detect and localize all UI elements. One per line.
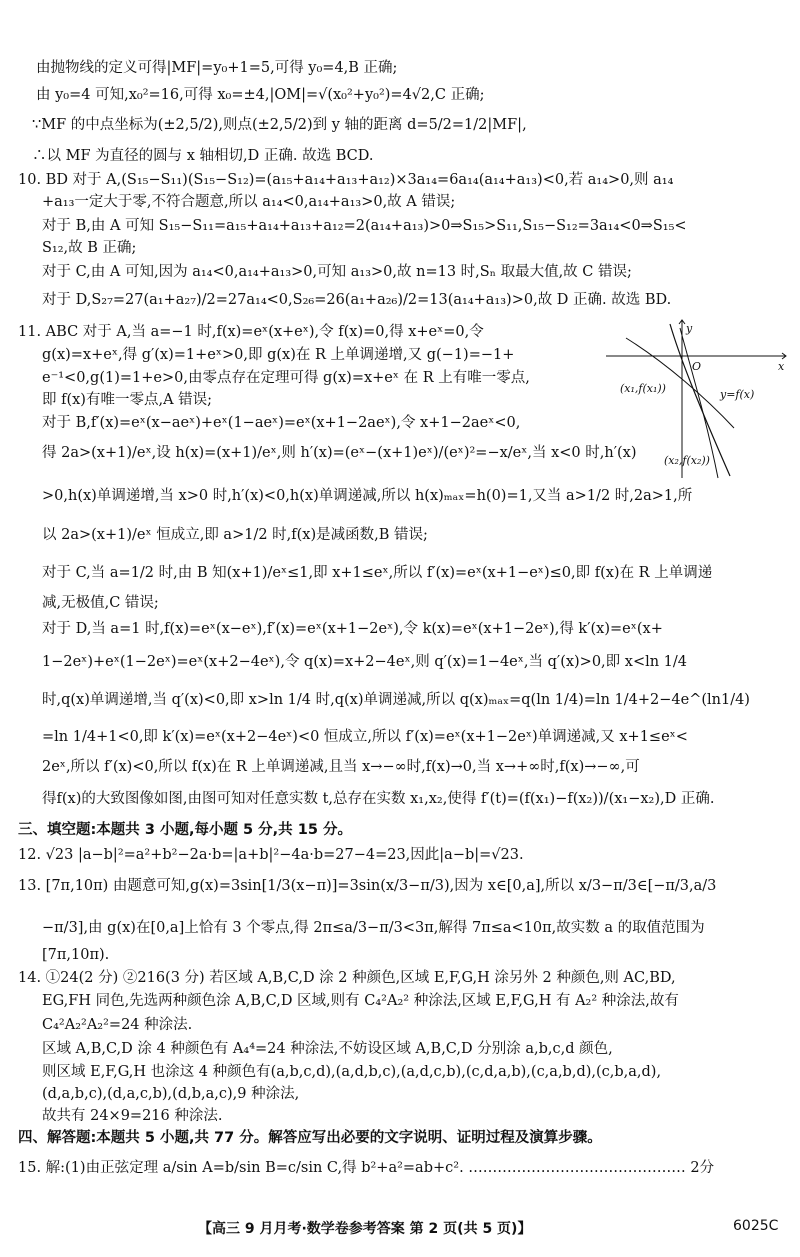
text-line: 得f(x)的大致图像如图,由图可知对任意实数 t,总存在实数 x₁,x₂,使得 f′(t)=(f(x₁)−f(x₂))/(x₁−x₂),D 正确. xyxy=(42,791,715,807)
text-line: C₄²A₂²A₂²=24 种涂法. xyxy=(42,1017,193,1033)
text-line: 时,q(x)单调递增,当 q′(x)<0,即 x>ln 1/4 时,q(x)单调递减,所以 q(x)ₘₐₓ=q(ln 1/4)=ln 1/4+2−4e^(ln1/4) xyxy=(42,692,750,708)
text-line: 对于 B,f′(x)=eˣ(x−aeˣ)+eˣ(1−aeˣ)=eˣ(x+1−2aeˣ),令 x+1−2aeˣ<0, xyxy=(42,415,521,431)
text-line: 14. ①24(2 分) ②216(3 分) 若区域 A,B,C,D 涂 2 种颜色,区域 E,F,G,H 涂另外 2 种颜色,则 AC,BD, xyxy=(18,970,676,986)
text-line: ∴以 MF 为直径的圆与 x 轴相切,D 正确. 故选 BCD. xyxy=(32,148,374,164)
point-label-1: (x₁,f(x₁)) xyxy=(620,382,666,395)
text-line: 得 2a>(x+1)/eˣ,设 h(x)=(x+1)/eˣ,则 h′(x)=(eˣ−(x+1)eˣ)/(eˣ)²=−x/eˣ,当 x<0 时,h′(x) xyxy=(42,445,637,461)
text-line: 对于 B,由 A 可知 S₁₅−S₁₁=a₁₅+a₁₄+a₁₃+a₁₂=2(a₁₄+a₁₃)>0⇒S₁₅>S₁₁,S₁₅−S₁₂=3a₁₄<0⇒S₁₅< xyxy=(42,218,687,234)
text-line: −π/3],由 g(x)在[0,a]上恰有 3 个零点,得 2π≤a/3−π/3<3π,解得 7π≤a<10π,故实数 a 的取值范围为 xyxy=(42,920,705,936)
section-heading: 三、填空题:本题共 3 小题,每小题 5 分,共 15 分。 xyxy=(18,822,352,838)
text-line: >0,h(x)单调递增,当 x>0 时,h′(x)<0,h(x)单调递减,所以 h(x)ₘₐₓ=h(0)=1,又当 a>1/2 时,2a>1,所 xyxy=(42,488,693,504)
text-line: 故共有 24×9=216 种涂法. xyxy=(42,1108,223,1124)
text-line: 对于 C,由 A 可知,因为 a₁₄<0,a₁₄+a₁₃>0,可知 a₁₃>0,故 n=13 时,Sₙ 取最大值,故 C 错误; xyxy=(42,264,632,280)
curve-label: y=f(x) xyxy=(720,388,755,401)
text-line: 由抛物线的定义可得|MF|=y₀+1=5,可得 y₀=4,B 正确; xyxy=(36,60,398,76)
text-line: 减,无极值,C 错误; xyxy=(42,595,159,611)
x-axis-label: x xyxy=(778,360,785,373)
y-axis-label: y xyxy=(686,322,693,335)
text-line: 1−2eˣ)+eˣ(1−2eˣ)=eˣ(x+2−4eˣ),令 q(x)=x+2−4eˣ,则 q′(x)=1−4eˣ,当 q′(x)>0,即 x<ln 1/4 xyxy=(42,654,688,670)
text-line: g(x)=x+eˣ,得 g′(x)=1+eˣ>0,即 g(x)在 R 上单调递增,又 g(−1)=−1+ xyxy=(42,347,515,363)
section-heading: 四、解答题:本题共 5 小题,共 77 分。解答应写出必要的文字说明、证明过程及演算步骤。 xyxy=(18,1130,602,1146)
text-line: 11. ABC 对于 A,当 a=−1 时,f(x)=eˣ(x+eˣ),令 f(x)=0,得 x+eˣ=0,令 xyxy=(18,324,484,340)
text-line: +a₁₃一定大于零,不符合题意,所以 a₁₄<0,a₁₄+a₁₃>0,故 A 错误; xyxy=(42,194,456,210)
text-line: 对于 C,当 a=1/2 时,由 B 知(x+1)/eˣ≤1,即 x+1≤eˣ,所以 f′(x)=eˣ(x+1−eˣ)≤0,即 f(x)在 R 上单调递 xyxy=(42,565,713,581)
text-line: [7π,10π). xyxy=(42,947,110,963)
footer-title: 【高三 9 月月考·数学卷参考答案 第 2 页(共 5 页)】 xyxy=(198,1221,532,1237)
text-line: 15. 解:(1)由正弦定理 a/sin A=b/sin B=c/sin C,得 b²+a²=ab+c². ……………………………………… 2分 xyxy=(18,1160,715,1176)
text-line: 区域 A,B,C,D 涂 4 种颜色有 A₄⁴=24 种涂法,不妨设区域 A,B,C,D 分别涂 a,b,c,d 颜色, xyxy=(42,1041,613,1057)
text-line: (d,a,b,c),(d,a,c,b),(d,b,a,c),9 种涂法, xyxy=(42,1086,300,1102)
text-line: 对于 D,S₂₇=27(a₁+a₂₇)/2=27a₁₄<0,S₂₆=26(a₁+a₂₆)/2=13(a₁₄+a₁₃)>0,故 D 正确. 故选 BD. xyxy=(42,292,672,308)
origin-label: O xyxy=(692,360,702,373)
text-line: S₁₂,故 B 正确; xyxy=(42,240,137,256)
text-line: 12. √23 |a−b|²=a²+b²−2a·b=|a+b|²−4a·b=27−4=23,因此|a−b|=√23. xyxy=(18,847,524,863)
text-line: 13. [7π,10π) 由题意可知,g(x)=3sin[1/3(x−π)]=3sin(x/3−π/3),因为 x∈[0,a],所以 x/3−π/3∈[−π/3,a/3 xyxy=(18,878,717,894)
text-line: 则区域 E,F,G,H 也涂这 4 种颜色有(a,b,c,d),(a,d,b,c),(a,d,c,b),(c,d,a,b),(c,a,b,d),(c,b,a,d), xyxy=(42,1064,662,1080)
text-line: 即 f(x)有唯一零点,A 错误; xyxy=(42,392,213,408)
text-line: EG,FH 同色,先选两种颜色涂 A,B,C,D 区域,则有 C₄²A₂² 种涂法,区域 E,F,G,H 有 A₂² 种涂法,故有 xyxy=(42,993,679,1009)
text-line: 以 2a>(x+1)/eˣ 恒成立,即 a>1/2 时,f(x)是减函数,B 错误; xyxy=(42,527,428,543)
text-line: 2eˣ,所以 f′(x)<0,所以 f(x)在 R 上单调递减,且当 x→−∞时,f(x)→0,当 x→+∞时,f(x)→−∞,可 xyxy=(42,759,640,775)
text-line: ∵MF 的中点坐标为(±2,5/2),则点(±2,5/2)到 y 轴的距离 d=5/2=1/2|MF|, xyxy=(32,117,527,133)
point-label-2: (x₂,f(x₂)) xyxy=(664,454,710,467)
function-graph-figure xyxy=(606,318,794,480)
text-line: 10. BD 对于 A,(S₁₅−S₁₁)(S₁₅−S₁₂)=(a₁₅+a₁₄+a₁₃+a₁₂)×3a₁₄=6a₁₄(a₁₄+a₁₃)<0,若 a₁₄>0,则 a₁₄ xyxy=(18,172,674,188)
text-line: 由 y₀=4 可知,x₀²=16,可得 x₀=±4,|OM|=√(x₀²+y₀²)=4√2,C 正确; xyxy=(36,87,485,103)
text-line: 对于 D,当 a=1 时,f(x)=eˣ(x−eˣ),f′(x)=eˣ(x+1−2eˣ),令 k(x)=eˣ(x+1−2eˣ),得 k′(x)=eˣ(x+ xyxy=(42,621,663,637)
footer-code: 6025C xyxy=(733,1218,779,1234)
text-line: =ln 1/4+1<0,即 k′(x)=eˣ(x+2−4eˣ)<0 恒成立,所以 f′(x)=eˣ(x+1−2eˣ)单调递减,又 x+1≤eˣ< xyxy=(42,729,688,745)
text-line: e⁻¹<0,g(1)=1+e>0,由零点存在定理可得 g(x)=x+eˣ 在 R 上有唯一零点, xyxy=(42,370,530,386)
